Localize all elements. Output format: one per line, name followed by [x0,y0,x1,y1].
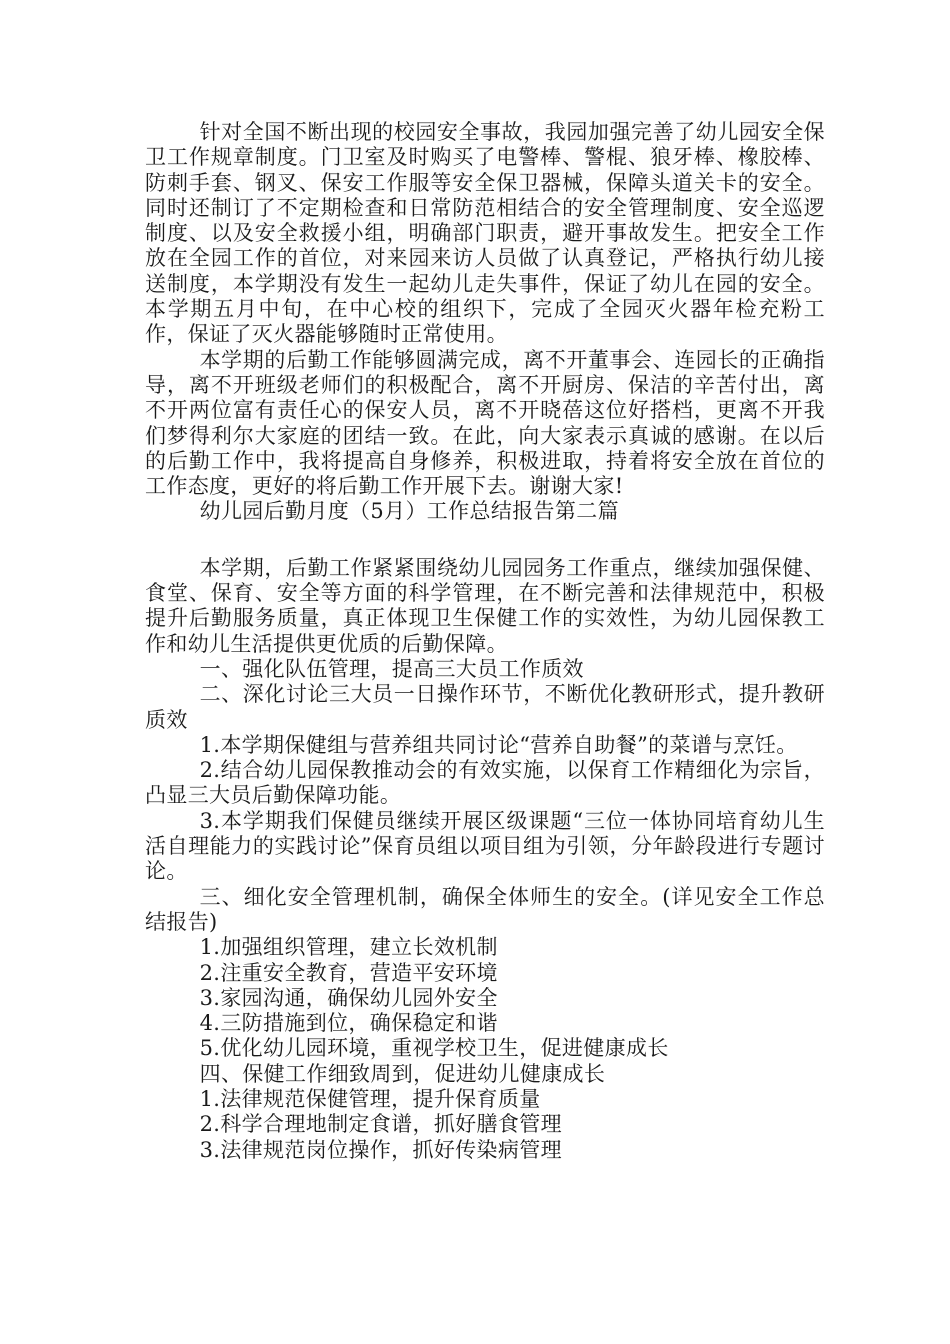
document-body [145,120,825,1163]
list-item: 2.科学合理地制定食谱，抓好膳食管理 [199,1112,562,1137]
list-item: 1.法律规范保健管理，提升保育质量 [199,1086,541,1111]
list-item: 5.优化幼儿园环境，重视学校卫生，促进健康成长 [199,1036,669,1061]
list-item: 3.家园沟通，确保幼儿园外安全 [199,985,498,1010]
list-item: 3.法律规范岗位操作，抓好传染病管理 [199,1137,562,1162]
section-title: 幼儿园后勤月度（5月）工作总结报告第二篇 [199,499,619,524]
list-item: 3.本学期我们保健员继续开展区级课题“三位一体协同培育幼儿生活自理能力的实践讨论”保育员组以项目组为引领，分年龄段进行专题讨论。 [145,808,825,884]
heading-item-4: 四、保健工作细致周到，促进幼儿健康成长 [199,1061,606,1086]
paragraph-intro: 本学期，后勤工作紧紧围绕幼儿园园务工作重点，继续加强保健、食堂、保育、安全等方面的科学管理，在不断完善和法律规范中，积极提升后勤服务质量，真正体现卫生保健工作的实效性，为幼儿园保教工作和幼儿生活提供更优质的后勤保障。 [145,555,825,656]
section-spacer [145,525,825,556]
paragraph-safety-management: 针对全国不断出现的校园安全事故，我园加强完善了幼儿园安全保卫工作规章制度。门卫室及时购买了电警棒、警棍、狼牙棒、橡胶棒、防刺手套、钢叉、保安工作服等安全保卫器械，保障头道关卡的安全。同时还制订了不定期检查和日常防范相结合的安全管理制度、安全巡逻制度、以及安全救援小组，明确部门职责，避开事故发生。把安全工作放在全园工作的首位，对来园来访人员做了认真登记，严格执行幼儿接送制度，本学期没有发生一起幼儿走失事件，保证了幼儿在园的安全。本学期五月中旬，在中心校的组织下，完成了全园灭火器年检充粉工作，保证了灭火器能够随时正常使用。 [145,120,825,347]
heading-item-3: 三、细化安全管理机制，确保全体师生的安全。(详见安全工作总结报告) [145,884,825,934]
list-item: 2.结合幼儿园保教推动会的有效实施，以保育工作精细化为宗旨，凸显三大员后勤保障功能。 [145,758,825,808]
list-item: 2.注重安全教育，营造平安环境 [199,960,498,985]
heading-item-2: 二、深化讨论三大员一日操作环节，不断优化教研形式，提升教研质效 [145,682,825,732]
list-item: 4.三防措施到位，确保稳定和谐 [199,1011,498,1036]
list-item: 1.本学期保健组与营养组共同讨论“营养自助餐”的菜谱与烹饪。 [199,732,798,757]
list-item: 1.加强组织管理，建立长效机制 [199,935,498,960]
heading-item-1: 一、强化队伍管理，提高三大员工作质效 [199,656,584,681]
paragraph-acknowledgements: 本学期的后勤工作能够圆满完成，离不开董事会、连园长的正确指导，离不开班级老师们的积极配合，离不开厨房、保洁的辛苦付出，离不开两位富有责任心的保安人员，离不开晓蓓这位好搭档，更离不开我们梦得利尔大家庭的团结一致。在此，向大家表示真诚的感谢。在以后的后勤工作中，我将提高自身修养，积极进取，持着将安全放在首位的工作态度，更好的将后勤工作开展下去。谢谢大家! [145,347,825,499]
